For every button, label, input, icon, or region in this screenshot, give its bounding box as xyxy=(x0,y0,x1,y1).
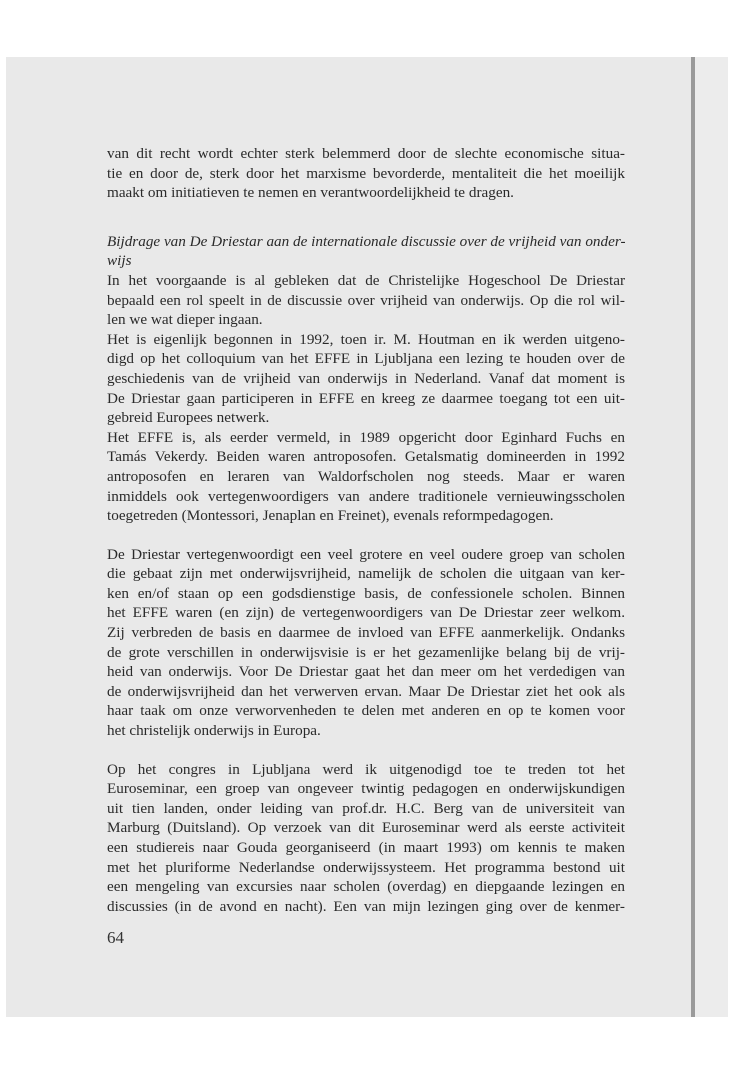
section-heading xyxy=(107,232,625,271)
paragraph xyxy=(107,330,625,428)
text-line: geschiedenis van de vrijheid van onderwijs in Nederland. Vanaf dat moment is xyxy=(107,369,625,387)
heading-line: Bijdrage van De Driestar aan de internationale discussie over de vrijheid van onder- xyxy=(107,232,626,250)
text-line: met het pluriforme Nederlandse onderwijssysteem. Het programma bestond uit xyxy=(107,858,625,876)
text-line: die gebaat zijn met onderwijsvrijheid, namelijk de scholen die uitgaan van ker- xyxy=(107,565,625,583)
text-line: In het voorgaande is al gebleken dat de Christelijke Hogeschool De Driestar xyxy=(107,271,625,289)
text-line: Euroseminar, een groep van ongeveer twintig pedagogen en onderwijskundigen xyxy=(107,780,625,798)
text-line: maakt om initiatieven te nemen en verantwoordelijkheid te dragen. xyxy=(107,184,514,202)
body-text xyxy=(107,144,625,935)
text-line: digd op het colloquium van het EFFE in Ljubljana een lezing te houden over de xyxy=(107,350,625,368)
text-line: de onderwijsvrijheid dan het verwerven ervan. Maar De Driestar ziet het ook als xyxy=(107,682,625,700)
text-line: haar taak om onze verworvenheden te delen met anderen en op te komen voor xyxy=(107,702,625,720)
text-line: inmiddels ook vertegenwoordigers van andere traditionele vernieuwingsscholen xyxy=(107,487,625,505)
text-line: toegetreden (Montessori, Jenaplan en Freinet), evenals reformpedagogen. xyxy=(107,507,554,525)
paragraph xyxy=(107,760,625,917)
page-number: 64 xyxy=(107,928,124,947)
text-line: van dit recht wordt echter sterk belemmerd door de slechte economische situa- xyxy=(107,145,625,162)
text-line: uit tien landen, onder leiding van prof.dr. H.C. Berg van de universiteit van xyxy=(107,799,625,817)
text-line: de grote verschillen in onderwijsvisie is er het gezamenlijke belang bij de vrij- xyxy=(107,643,625,661)
text-line: Op het congres in Ljubljana werd ik uitgenodigd toe te treden tot het xyxy=(107,760,625,778)
text-line: het christelijk onderwijs in Europa. xyxy=(107,722,321,740)
paragraph xyxy=(107,144,625,203)
text-line: gebreid Europees netwerk. xyxy=(107,409,270,427)
text-line: Het EFFE is, als eerder vermeld, in 1989 opgericht door Eginhard Fuchs en xyxy=(107,428,625,446)
text-line: bepaald een rol speelt in de discussie over vrijheid van onderwijs. Op die rol wil- xyxy=(107,291,625,309)
text-line: ken en/of staan op een godsdienstige basis, de confessionele scholen. Binnen xyxy=(107,584,625,602)
text-line: Marburg (Duitsland). Op verzoek van dit Euroseminar werd als eerste activiteit xyxy=(107,819,625,837)
text-line: een mengeling van excursies naar scholen (overdag) en diepgaande lezingen en xyxy=(107,878,625,896)
text-line: een studiereis naar Gouda georganiseerd (in maart 1993) om kennis te maken xyxy=(107,839,625,856)
text-line: discussies (in de avond en nacht). Een van mijn lezingen ging over de kenmer- xyxy=(107,897,625,915)
text-line: het EFFE waren (en zijn) de vertegenwoordigers van De Driestar zeer welkom. xyxy=(107,604,625,622)
text-line: tie en door de, sterk door het marxisme bevorderde, mentaliteit die het moeilijk xyxy=(107,164,625,182)
text-line: len we wat dieper ingaan. xyxy=(107,311,263,329)
text-line: De Driestar gaan participeren in EFFE en kreeg ze daarmee toegang tot een uit- xyxy=(107,389,625,407)
text-line: heid van onderwijs. Voor De Driestar gaat het dan meer om het verdedigen van xyxy=(107,663,625,681)
text-line: antroposofen en leraren van Waldorfscholen nog steeds. Maar er waren xyxy=(107,467,625,485)
paragraph xyxy=(107,271,625,330)
paragraph xyxy=(107,545,625,741)
text-line: De Driestar vertegenwoordigt een veel grotere en veel oudere groep van scholen xyxy=(107,545,625,563)
text-line: Zij verbreden de basis en daarmee de invloed van EFFE aanmerkelijk. Ondanks xyxy=(107,624,625,642)
text-line: Tamás Vekerdy. Beiden waren antroposofen. Getalsmatig domineerden in 1992 xyxy=(107,448,625,466)
next-page-edge xyxy=(695,57,728,1017)
text-line: Het is eigenlijk begonnen in 1992, toen ir. M. Houtman en ik werden uitgeno- xyxy=(107,330,625,348)
heading-line: wijs xyxy=(107,252,132,270)
paragraph xyxy=(107,428,625,526)
